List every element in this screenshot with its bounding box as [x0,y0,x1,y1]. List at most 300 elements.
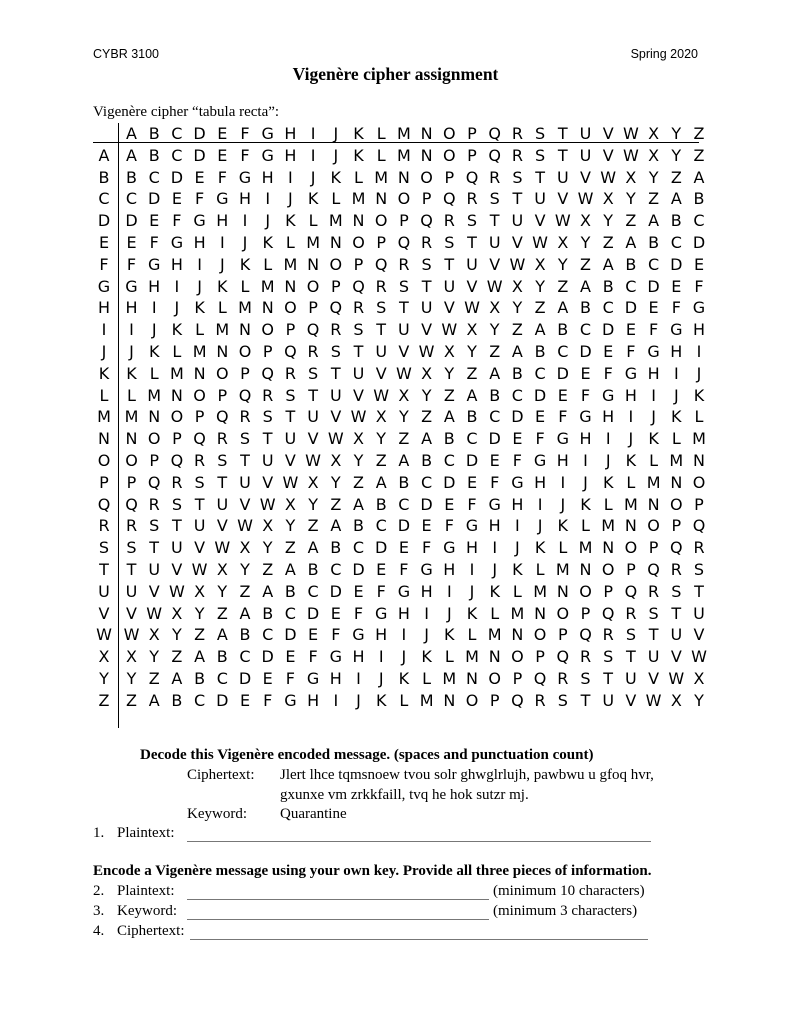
tabula-cell: C [216,669,228,688]
tabula-cell: O [306,276,320,296]
tabula-cell: O [284,298,297,318]
tabula-cell: D [352,560,365,579]
tabula-cell: B [511,363,523,383]
tabula-cell: L [285,233,295,252]
tabula-cell: S [489,189,500,209]
tabula-cell: C [466,429,478,449]
tabula-cell: O [511,647,524,667]
tabula-cell: M [669,451,684,470]
own-plaintext-line[interactable] [187,883,489,905]
tabula-cell: V [648,669,660,688]
tabula-cell: W [168,581,185,601]
tabula-cell: C [239,647,251,667]
tabula-cell: Y [194,603,205,623]
tabula-cell: X [602,189,614,209]
tabula-cell: V [511,233,523,252]
tabula-cell: X [148,625,160,645]
tabula-cell: P [671,516,682,536]
tabula-cell: R [557,669,569,688]
tabula-cell: N [352,211,365,231]
tabula-cell: J [446,603,452,623]
course-code: CYBR 3100 [93,47,160,61]
tabula-cell: A [443,407,455,427]
tabula-cell: Q [420,211,433,231]
tabula-cell: P [648,538,659,558]
column-header-s: S [535,124,546,143]
tabula-cell: E [489,451,500,470]
tabula-cell: X [511,276,523,296]
tabula-cell: L [127,385,136,405]
tabula-cell: X [670,690,682,710]
tabula-cell: F [308,647,318,667]
row-header-c: C [98,189,110,209]
tabula-cell: V [443,298,455,318]
row-header-u: U [98,581,110,601]
tabula-cell: X [443,342,455,361]
tabula-cell: D [533,385,547,405]
tabula-cell: L [535,560,545,579]
tabula-cell: X [307,472,319,492]
tabula-cell: O [533,625,547,645]
tabula-cell: A [557,298,569,318]
tabula-cell: B [171,690,183,710]
tabula-cell: Z [398,429,410,449]
tabula-cell: F [399,560,409,579]
tabula-cell: R [330,320,342,340]
tabula-cell: O [352,233,365,252]
tabula-cell: A [307,538,319,558]
tabula-cell: U [239,472,251,492]
tabula-cell: G [601,385,615,405]
tabula-cell: G [670,320,683,340]
column-header-c: C [171,124,183,143]
tabula-cell: D [602,320,615,340]
tabula-row-m [93,406,703,428]
tabula-cell: O [443,145,456,165]
tabula-cell: G [397,581,411,601]
tabula-row-h [93,297,706,319]
tabula-cell: X [353,429,364,449]
tabula-cell: Q [465,167,479,187]
tabula-cell: B [693,189,705,209]
tabula-cell: I [560,472,566,492]
tabula-cell: B [375,494,387,514]
tabula-cell: G [193,211,206,231]
tabula-cell: M [169,363,184,383]
tabula-cell: C [125,189,138,209]
tabula-cell: E [308,625,319,645]
tabula-cell: S [671,581,682,601]
tabula-cell: I [219,233,225,252]
tabula-cell: M [260,276,275,296]
tabula-cell: Y [489,320,500,340]
tabula-cell: V [534,211,546,231]
tabula-cell: I [265,189,271,209]
tabula-cell: C [557,342,569,361]
tabula-cell: D [306,603,320,623]
tabula-cell: L [308,211,318,231]
tabula-cell: K [534,538,546,558]
tabula-cell: Q [511,690,524,710]
tabula-cell: Z [602,233,614,252]
tabula-cell: F [194,189,205,209]
tabula-row-k [93,363,703,385]
tabula-cell: D [329,581,342,601]
tabula-cell: Y [694,690,704,710]
tabula-cell: Z [511,320,523,340]
tabula-cell: J [242,233,248,252]
tabula-cell: K [171,320,183,340]
tabula-cell: C [625,276,637,296]
tabula-cell: N [239,320,251,340]
tabula-cell: K [580,494,591,514]
tabula-row-b [93,167,703,189]
tabula-cell: Z [148,669,160,688]
tabula-cell: H [261,167,274,187]
tabula-cell: X [194,581,206,601]
tabula-cell: S [194,472,205,492]
tabula-cell: J [333,145,339,165]
tabula-cell: L [172,342,182,361]
tabula-cell: U [352,363,365,383]
item-3-label: Keyword: [117,903,177,919]
tabula-cell: D [170,167,184,187]
tabula-cell: O [261,320,274,340]
tabula-cell: M [578,538,593,558]
tabula-cell: C [670,233,682,252]
own-keyword-line[interactable] [187,903,489,925]
tabula-cell: C [693,211,705,231]
tabula-cell: P [399,211,409,231]
tabula-cell: B [670,211,682,231]
tabula-cell: N [670,472,683,492]
tabula-cell: L [649,451,659,470]
tabula-cell: I [537,494,543,514]
tabula-cell: T [489,211,500,231]
tabula-cell: P [217,385,228,405]
tabula-cell: L [444,647,454,667]
tabula-cell: J [151,320,157,340]
row-header-w: W [96,625,112,645]
tabula-cell: C [511,385,523,405]
tabula-cell: E [398,538,409,558]
tabula-cell: E [557,385,568,405]
tabula-cell: G [125,276,138,296]
tabula-cell: T [694,581,704,601]
tabula-cell: H [602,407,615,427]
tabula-cell: M [555,560,570,579]
column-header-h: H [284,124,297,143]
tabula-cell: S [217,451,228,470]
tabula-cell: Q [647,560,660,579]
tabula-cell: L [263,254,273,274]
tabula-cell: M [692,429,706,449]
tabula-cell: M [533,581,547,601]
tabula-cell: V [262,472,274,492]
tabula-cell: F [694,276,704,296]
tabula-cell: I [242,211,248,231]
tabula-cell: Z [330,494,342,514]
tabula-cell: C [398,494,410,514]
tabula-cell: D [193,145,206,165]
tabula-cell: D [261,647,274,667]
tabula-cell: A [511,342,523,361]
tabula-cell: Z [625,211,637,231]
tabula-cell: R [171,472,183,492]
tabula-cell: W [191,560,208,579]
tabula-cell: D [443,472,456,492]
tabula-cell: H [420,581,433,601]
tabula-cell: U [534,189,546,209]
tabula-cell: F [331,625,341,645]
tabula-cell: J [537,516,543,536]
tabula-cell: U [670,625,683,645]
tabula-cell: B [216,647,228,667]
column-header-a: A [126,124,137,143]
row-header-b: B [98,167,110,187]
tabula-cell: Y [648,167,659,187]
tabula-cell: F [217,167,227,187]
tabula-cell: R [489,167,501,187]
item-2-label: Plaintext: [117,883,175,899]
tabula-cell: W [214,538,231,558]
tabula-cell: B [262,603,274,623]
tabula-cell: Z [466,363,478,383]
tabula-cell: P [626,560,636,579]
tabula-cell: R [194,451,206,470]
tabula-cell: B [443,429,455,449]
tabula-cell: P [603,581,614,601]
item-1-number: 1. [93,825,105,841]
keyword-label: Keyword: [187,806,247,822]
tabula-cell: Q [329,298,343,318]
tabula-cell: J [356,690,361,710]
keyword-value: Quarantine [280,806,347,822]
tabula-cell: J [628,429,634,449]
tabula-cell: B [489,385,501,405]
tabula-cell: N [170,385,183,405]
tabula-cell: I [288,167,293,187]
ciphertext-line-2: gxunxe vm zrkkfaill, tvq he hok sutzr mj. [280,787,529,803]
tabula-cell: D [647,276,660,296]
tabula-cell: Y [172,625,182,645]
tabula-cell: Y [399,407,409,427]
tabula-row-f [93,254,703,276]
page-title: Vigenère cipher assignment [292,64,499,84]
row-header-e: E [98,233,110,252]
tabula-cell: Y [557,254,568,274]
tabula-cell: N [624,516,637,536]
tabula-cell: A [239,603,251,623]
tabula-cell: I [310,145,316,165]
tabula-cell: C [602,298,614,318]
tabula-cell: Z [443,385,455,405]
column-header-z: Z [693,124,705,143]
tabula-cell: F [263,690,273,710]
tabula-cell: T [149,538,160,558]
tabula-cell: T [217,472,228,492]
tabula-cell: B [239,625,251,645]
tabula-cell: Z [648,189,660,209]
tabula-cell: F [376,581,386,601]
tabula-cell: W [600,167,617,187]
tabula-cell: Z [534,298,546,318]
tabula-cell: W [554,211,571,231]
tabula-cell: G [306,669,320,688]
tabula-cell: I [469,560,475,579]
tabula-cell: W [418,342,435,361]
tabula-cell: H [670,342,683,361]
tabula-cell: Q [533,669,547,688]
tabula-cell: W [373,385,390,405]
tabula-cell: B [307,560,319,579]
row-header-o: O [97,451,111,470]
tabula-cell: O [397,189,411,209]
tabula-cell: Z [693,145,705,165]
tabula-cell: V [307,429,319,449]
tabula-cell: V [239,494,251,514]
tabula-cell: L [626,472,636,492]
tabula-cell: F [353,603,364,623]
tabula-cell: P [262,342,273,361]
tabula-cell: M [124,407,139,427]
tabula-cell: X [375,407,387,427]
row-header-g: G [97,276,111,296]
tabula-cell: M [442,669,457,688]
tabula-cell: H [465,538,479,558]
tabula-cell: G [284,690,297,710]
column-header-f: F [240,124,250,143]
tabula-cell: A [284,560,296,579]
tabula-cell: D [375,538,388,558]
tabula-cell: P [694,494,704,514]
tabula-cell: B [602,276,614,296]
tabula-cell: T [376,320,387,340]
encode-heading: Encode a Vigenère message using your own key. Provide all three pieces of information. [93,863,652,879]
tabula-cell: Q [556,647,570,667]
row-header-m: M [97,407,111,427]
tabula-cell: Y [421,385,432,405]
tabula-row-n [93,428,706,450]
row-header-i: I [101,320,107,340]
tabula-cell: E [194,167,205,187]
tabula-cell: N [148,407,161,427]
tabula-cell: E [535,407,546,427]
tabula-cell: Y [126,669,137,688]
item-1-label: Plaintext: [117,825,175,841]
tabula-cell: C [148,167,160,187]
tabula-cell: E [625,320,636,340]
tabula-cell: N [647,494,660,514]
plaintext-answer-line[interactable] [187,825,651,847]
tabula-cell: K [625,451,637,470]
tabula-cell: O [420,167,433,187]
column-header-y: Y [671,124,682,143]
tabula-cell: H [352,647,365,667]
tabula-cell: N [125,429,138,449]
tabula-cell: E [239,690,251,710]
tabula-cell: U [647,647,660,667]
tabula-cell: O [216,363,229,383]
tabula-cell: X [534,254,546,274]
tabula-cell: A [148,690,160,710]
tabula-cell: Y [603,211,614,231]
tabula-cell: R [375,276,387,296]
tabula-cell: Y [626,189,636,209]
tabula-cell: R [125,516,138,536]
tabula-cell: H [511,494,524,514]
tabula-cell: B [557,320,569,340]
tabula-cell: W [486,276,503,296]
column-header-v: V [602,124,614,143]
tabula-cell: J [219,254,225,274]
tabula-cell: Q [284,342,297,361]
tabula-cell: U [420,298,433,318]
tabula-cell: S [149,516,160,536]
tabula-cell: B [534,342,546,361]
tabula-cell: R [284,363,296,383]
tabula-cell: N [329,233,342,252]
tabula-cell: N [443,690,456,710]
tabula-cell: Q [261,363,274,383]
tabula-cell: M [601,516,616,536]
tabula-cell: A [534,320,546,340]
tabula-cell: H [375,625,388,645]
tabula-cell: W [668,669,685,688]
tabula-cell: K [489,581,500,601]
row-header-n: N [98,429,110,449]
tabula-cell: P [353,254,364,274]
tabula-cell: S [308,363,319,383]
tabula-cell: E [353,581,364,601]
tabula-cell: S [557,690,568,710]
tabula-cell: U [443,276,456,296]
tabula-cell: B [421,451,433,470]
column-header-i: I [310,124,316,143]
tabula-cell: S [285,385,296,405]
tabula-cell: E [217,145,228,165]
tabula-cell: Z [307,516,319,536]
own-ciphertext-line[interactable] [190,923,648,945]
tabula-cell: O [125,451,138,470]
tabula-cell: F [535,429,545,449]
tabula-cell: L [467,625,477,645]
tabula-cell: I [333,690,339,710]
tabula-cell: K [375,690,387,710]
tabula-cell: X [126,647,137,667]
tabula-cell: K [353,145,364,165]
column-header-m: M [396,124,411,143]
tabula-cell: R [466,189,478,209]
column-header-o: O [443,124,456,143]
tabula-cell: K [262,233,273,252]
tabula-cell: K [512,560,523,579]
row-header-y: Y [99,669,109,688]
tabula-cell: Q [193,429,206,449]
tabula-cell: W [464,298,480,318]
tabula-cell: U [579,145,592,165]
tabula-cell: D [284,625,297,645]
tabula-cell: X [489,298,501,318]
row-header-k: K [98,363,110,383]
tabula-cell: L [399,690,409,710]
tabula-cell: J [197,276,202,296]
tabula-cell: P [557,625,568,645]
tabula-cell: G [238,167,252,187]
tabula-cell: C [262,625,274,645]
tabula-cell: K [217,276,228,296]
tabula-cell: R [352,298,365,318]
